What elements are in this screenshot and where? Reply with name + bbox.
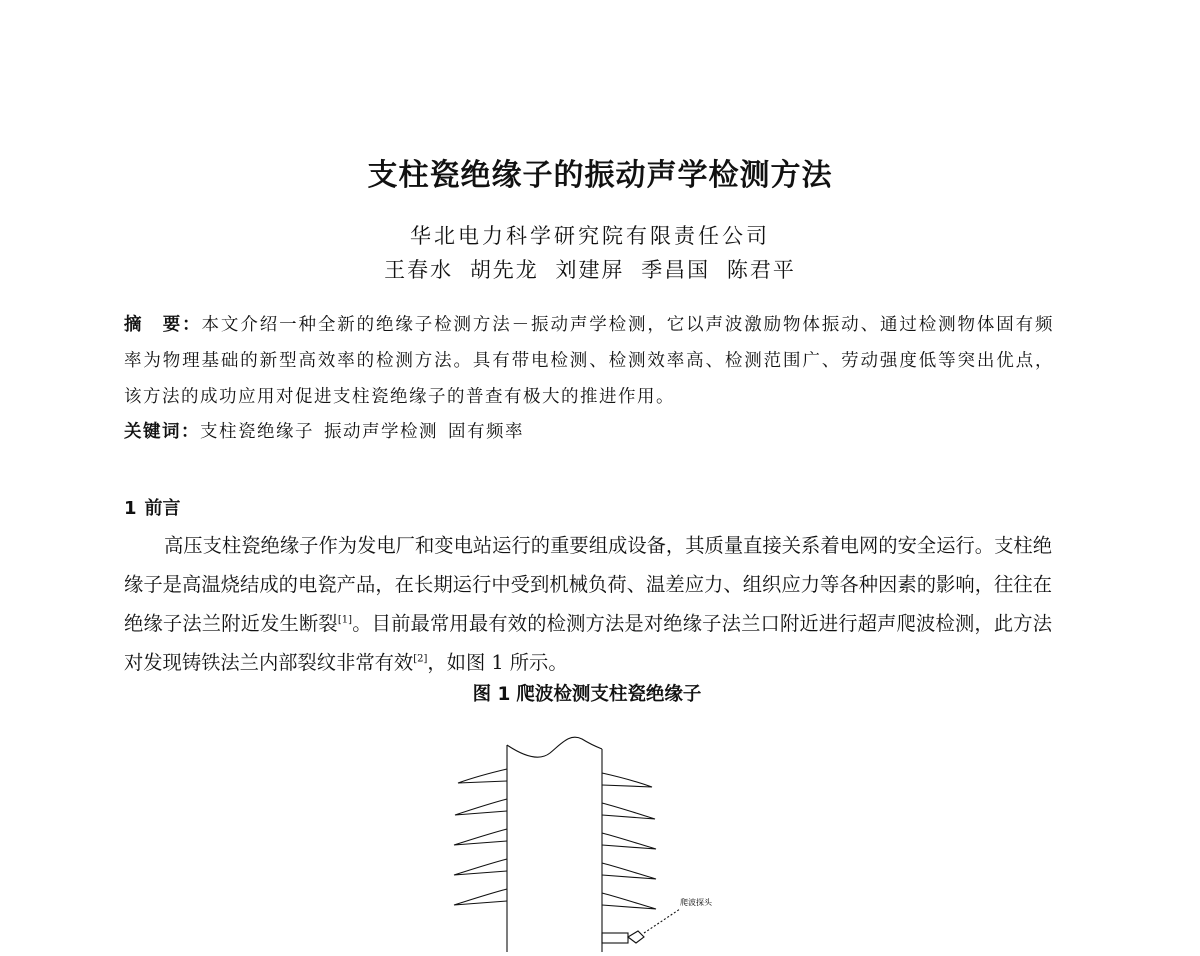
shed-left-2 [455, 799, 507, 815]
section-title: 前言 [144, 498, 181, 519]
author: 陈君平 [726, 258, 796, 282]
shed-left-4 [454, 859, 507, 875]
paragraph-text: ，如图 1 所示。 [427, 651, 568, 674]
keyword: 振动声学检测 [324, 422, 438, 442]
shed-right-5 [602, 893, 656, 909]
figure-caption [0, 680, 1180, 706]
figure-insulator-diagram [400, 725, 760, 952]
author: 王春水 [384, 258, 454, 282]
probe-label: 爬波探头 [680, 898, 712, 907]
section-number: 1 [124, 498, 137, 519]
flange [602, 933, 628, 943]
paper-title: 支柱瓷绝缘子的振动声学检测方法 [367, 158, 833, 193]
keyword: 支柱瓷绝缘子 [200, 422, 314, 442]
affiliation: 华北电力科学研究院有限责任公司 [410, 224, 770, 248]
shed-right-2 [602, 803, 655, 819]
insulator-drawing [400, 725, 760, 952]
probe-leader [644, 909, 680, 933]
paragraph-text: 高压支柱瓷绝缘子作为发电厂和变电站运行的重要组成设备，其质量直接关系着电网的安全运行。支柱绝缘子是高温烧结成的电瓷产品，在长期运行中受到机械负荷、温差应力、组织应力等各种因素的影响，往往在绝缘子法兰附近发生断裂 [124, 534, 1052, 635]
author: 刘建屏 [555, 258, 625, 282]
paragraph-text: 。目前最常用最有效的检测方法是对绝缘子法兰口附近进行超声爬波检测，此方法对发现铸铁法兰内部裂纹非常有效 [124, 612, 1052, 674]
probe [628, 931, 644, 943]
citation-ref[interactable]: [1] [337, 614, 353, 626]
figure-number: 图 1 [472, 684, 511, 705]
keywords-label: 关键词： [124, 422, 200, 442]
section-heading [124, 494, 189, 520]
author: 胡先龙 [469, 258, 539, 282]
shed-right-3 [602, 833, 656, 849]
section-paragraph [124, 526, 1052, 682]
author-list [0, 254, 1180, 284]
citation-ref[interactable]: [2] [413, 653, 428, 665]
keyword: 固有频率 [448, 422, 524, 442]
author: 季昌国 [641, 258, 711, 282]
figure-caption-text: 爬波检测支柱瓷绝缘子 [516, 684, 702, 705]
keywords [124, 418, 1054, 443]
abstract [124, 307, 1054, 415]
shed-left-5 [454, 889, 507, 905]
abstract-text: 本文介绍一种全新的绝缘子检测方法－振动声学检测，它以声波激励物体振动、通过检测物体固有频率为物理基础的新型高效率的检测方法。具有带电检测、检测效率高、检测范围广、劳动强度低等突出优点，该方法的成功应用对促进支柱瓷绝缘子的普查有极大的推进作用。 [124, 315, 1055, 407]
shed-left-3 [454, 829, 507, 845]
shed-right-4 [602, 863, 656, 879]
abstract-label: 摘 要： [124, 315, 202, 335]
insulator-top-break [507, 737, 602, 757]
shed-left-1 [458, 769, 507, 783]
shed-right-1 [602, 773, 652, 787]
